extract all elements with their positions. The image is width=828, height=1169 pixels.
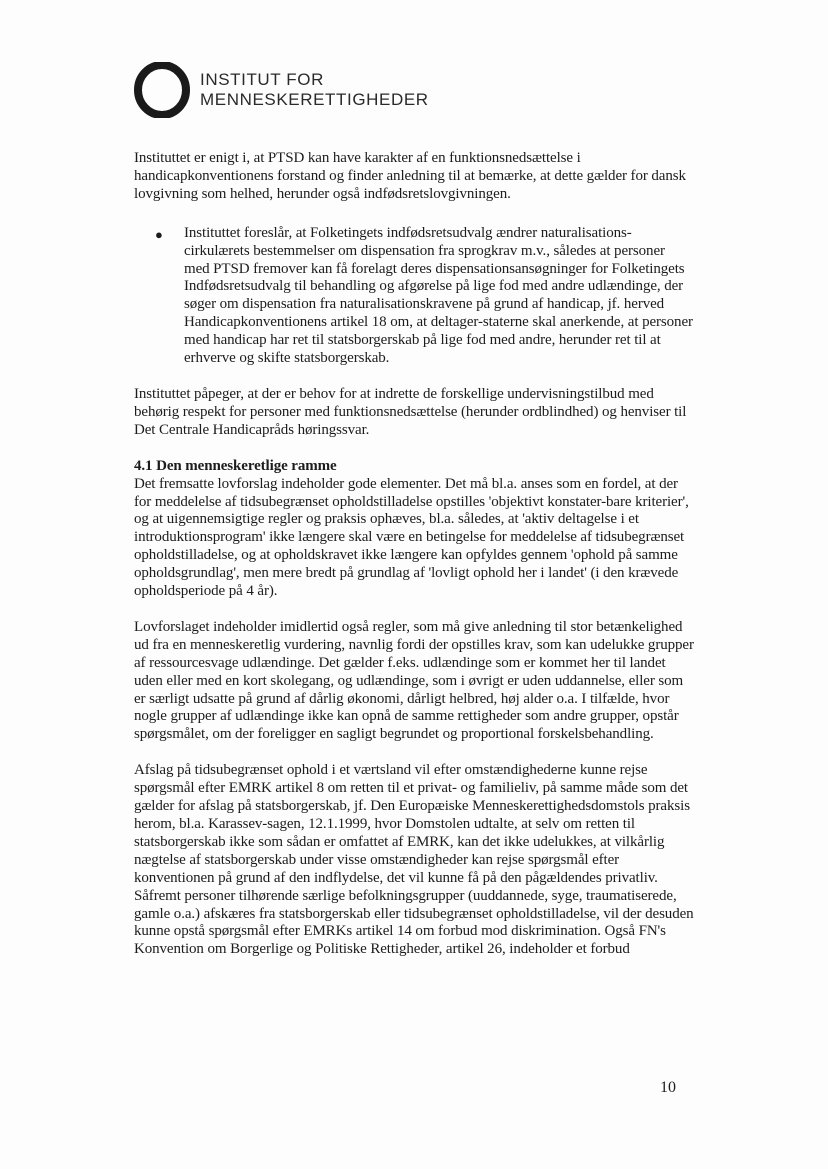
ring-logo-icon [134,62,190,118]
institute-logo [134,62,429,118]
recommendation-list [134,225,694,368]
logo-wordmark [200,70,429,110]
paragraph-positive-elements: Det fremsatte lovforslag indeholder gode elementer. Det må bl.a. anses som en fordel, at der for meddelelse af tidsubegrænset opholdstilladelse opstilles 'objektivt konstater-bare kriterier', og at uigennemsigtige regler og praksis ophæves, bl.a. således, at 'aktiv deltagelse i et introduktionsprogram' ikke længere skal være en betingelse for meddelelse af tidsubegrænset opholdstilladelse, og at opholdskravet ikke længere kan opfyldes gennem 'ophold på samme opholdsgrundlag', men mere bredt på grundlag af 'lovligt ophold her i landet' (i den krævede opholdsperiode på 4 år). [134,475,689,600]
page-number: 10 [660,1079,676,1096]
paragraph-concerns: Lovforslaget indeholder imidlertid også regler, som må give anledning til stor betænkelighed ud fra en menneskeretlig vurdering, navnlig fordi der opstilles krav, som kan udelukke grupper af ressourcesvage udlændinge. Det gælder f.eks. udlændinge som er kommet her til landet uden eller med en kort skolegang, og udlændinge, som i øvrigt er uden uddannelse, eller som er særligt udsatte på grund af dårlig økonomi, dårligt helbred, høj alder o.a. I tilfælde, hvor nogle grupper af udlændinge ikke kan opnå de samme rettigheder som andre grupper, opstår spørgsmålet, om der foreligger en sagligt begrundet og proportional forskelsbehandling. [134,618,694,743]
logo-line-1: INSTITUT FOR [200,70,324,89]
bullet-icon: ● [155,226,163,242]
document-body [134,150,694,959]
paragraph-emrk: Afslag på tidsubegrænset ophold i et værtsland vil efter omstændighederne kunne rejse spørgsmål efter EMRK artikel 8 om retten til et privat- og familieliv, på samme måde som det gælder for afslag på statsborgerskab, jf. Den Europæiske Menneskerettighedsdomstols praksis herom, bl.a. Karassev-sagen, 12.1.1999, hvor Domstolen udtalte, at selv om retten til statsborgerskab ikke som sådan er omfattet af EMRK, kan det ikke udelukkes, at vilkårlig nægtelse af statsborgerskab under visse omstændigheder kan rejse spørgsmål efter konventionen på grund af den indflydelse, det vil kunne få på den pågældendes privatliv. Såfremt personer tilhørende særlige befolkningsgrupper (uuddannede, syge, traumatiserede, gamle o.a.) afskæres fra statsborgerskab eller tidsubegrænset opholdstilladelse, vil der desuden kunne opstå spørgsmål efter EMRKs artikel 14 om forbud mod diskrimination. Også FN's Konvention om Borgerlige og Politiske Rettigheder, artikel 26, indeholder et forbud [134,762,694,958]
recommendation-text: Instituttet foreslår, at Folketingets indfødsretsudvalg ændrer naturalisations-cirkulærets bestemmelser om dispensation fra sprogkrav m.v., således at personer med PTSD fremover kan få forelagt deres dispensationsansøgninger for Folketingets Indfødsretsudvalg til behandling og afgørelse på lige fod med andre udlændinge, der søger om dispensation fra naturalisationskravene på grund af handicap, jf. herved Handicapkonventionens artikel 18 om, at deltager-staterne skal anerkende, at personer med handicap har ret til statsborgerskab på lige fod med andre, herunder ret til at erhverve og skifte statsborgerskab. [184,224,693,367]
list-item [134,225,694,368]
paragraph-education: Instituttet påpeger, at der er behov for at indrette de forskellige undervisningstilbud med behørig respekt for personer med funktionsnedsættelse (herunder ordblindhed) og henviser til Det Centrale Handicapråds høringssvar. [134,385,687,438]
paragraph-ptsd-handicap: Instituttet er enigt i, at PTSD kan have karakter af en funktionsnedsættelse i handicapkonventionens forstand og finder anledning til at bemærke, at dette gælder for dansk lovgivning som helhed, herunder også indfødsretslovgivningen. [134,150,686,202]
logo-line-2: MENNESKERETTIGHEDER [200,90,429,109]
section-heading: 4.1 Den menneskeretlige ramme [134,457,337,474]
